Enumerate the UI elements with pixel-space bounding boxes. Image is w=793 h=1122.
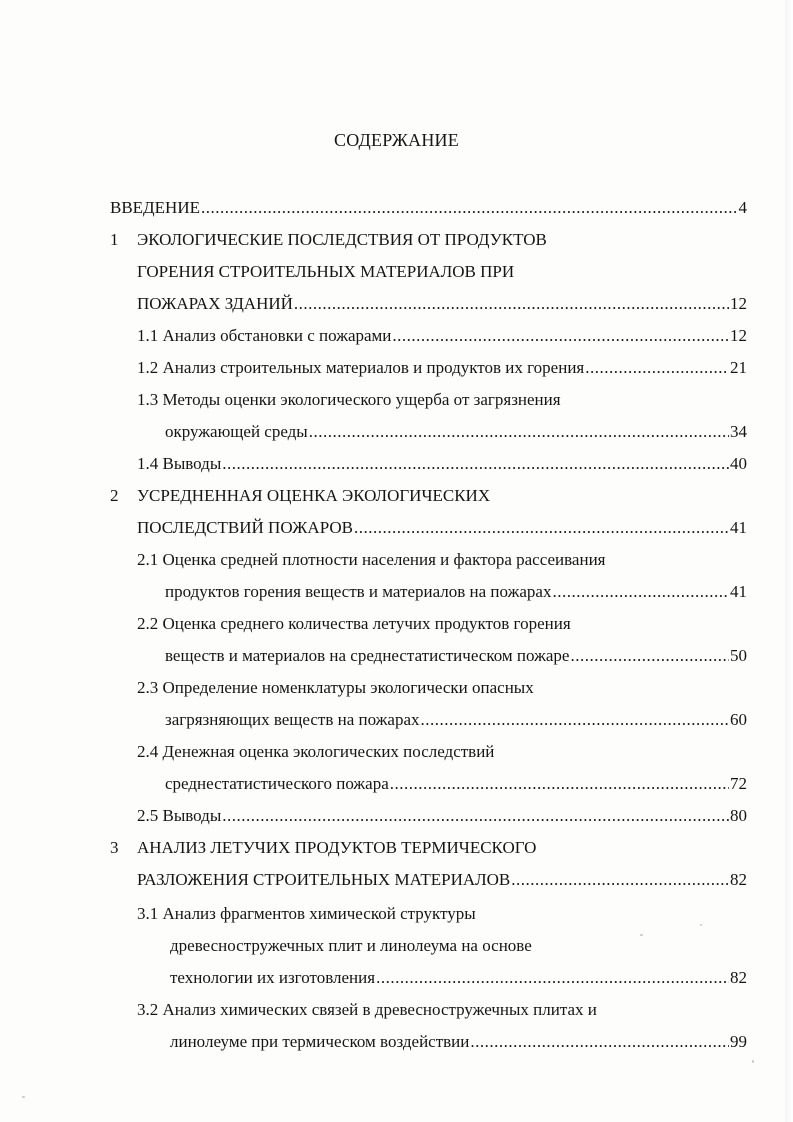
toc-entry-label: 1.1 Анализ обстановки с пожарами	[137, 326, 392, 345]
dot-leader	[470, 1031, 729, 1053]
dot-leader	[201, 197, 738, 219]
toc-entry-label: древесностружечных плит и линолеума на основе	[170, 936, 532, 955]
toc-page-number: 4	[738, 198, 747, 217]
dot-leader	[552, 581, 729, 603]
toc-page-number: 41	[730, 518, 747, 537]
toc-section-2-4	[137, 741, 494, 763]
toc-entry-label: 1.3 Методы оценки экологического ущерба от загрязнения	[137, 390, 561, 409]
toc-chapter-1	[110, 229, 547, 251]
toc-entry-label: АНАЛИЗ ЛЕТУЧИХ ПРОДУКТОВ ТЕРМИЧЕСКОГО	[137, 838, 537, 857]
toc-entry-label: ПОЖАРАХ ЗДАНИЙ	[137, 294, 293, 313]
toc-chapter-3	[110, 837, 536, 859]
dot-leader	[309, 421, 729, 443]
toc-entry-label: ПОСЛЕДСТВИЙ ПОЖАРОВ	[137, 518, 353, 537]
toc-entry-label: 1.2 Анализ строительных материалов и продуктов их горения	[137, 358, 585, 377]
scan-edge	[785, 0, 793, 1122]
toc-entry-label: ВВЕДЕНИЕ	[110, 198, 200, 217]
toc-section-2-3	[137, 677, 534, 699]
scan-speck	[640, 934, 643, 936]
toc-chapter-1-end	[137, 293, 747, 315]
toc-entry-label: 3.1 Анализ фрагментов химической структуры	[137, 904, 476, 923]
toc-section-2-4-end	[165, 773, 747, 795]
dot-leader	[390, 773, 729, 795]
toc-entry-label: загрязняющих веществ на пожарах	[165, 710, 420, 729]
toc-entry-introduction	[110, 197, 747, 219]
toc-section-1-2	[137, 357, 747, 379]
toc-section-3-1-cont	[170, 935, 532, 957]
toc-page-number: 41	[730, 582, 747, 601]
toc-entry-label: продуктов горения веществ и материалов на пожарах	[165, 582, 552, 601]
toc-page-number: 12	[730, 294, 747, 313]
dot-leader	[392, 325, 729, 347]
page-title: СОДЕРЖАНИЕ	[334, 130, 459, 150]
toc-entry-label: 2.2 Оценка среднего количества летучих продуктов горения	[137, 614, 571, 633]
toc-section-2-1-end	[165, 581, 747, 603]
toc-section-2-3-end	[165, 709, 747, 731]
toc-section-2-1	[137, 549, 605, 571]
toc-section-2-2-end	[165, 645, 747, 667]
toc-entry-label: ЭКОЛОГИЧЕСКИЕ ПОСЛЕДСТВИЯ ОТ ПРОДУКТОВ	[137, 230, 547, 249]
toc-chapter-2	[110, 485, 490, 507]
toc-entry-label: среднестатистического пожара	[165, 774, 389, 793]
toc-entry-label: 2.1 Оценка средней плотности населения и фактора рассеивания	[137, 550, 606, 569]
chapter-number: 2	[110, 486, 119, 505]
scan-speck	[22, 1096, 25, 1098]
chapter-number: 3	[110, 838, 119, 857]
toc-section-1-4	[137, 453, 747, 475]
toc-page-number: 99	[730, 1032, 747, 1051]
toc-entry-label: линолеуме при термическом воздействии	[170, 1032, 470, 1051]
toc-section-2-2	[137, 613, 571, 635]
dot-leader	[585, 357, 729, 379]
toc-page-number: 12	[730, 326, 747, 345]
dot-leader	[222, 453, 729, 475]
dot-leader	[511, 869, 729, 891]
toc-chapter-3-end	[137, 869, 747, 891]
toc-page-number: 80	[730, 806, 747, 825]
toc-page-number: 72	[730, 774, 747, 793]
scan-speck	[752, 1060, 754, 1063]
toc-section-3-2	[137, 999, 597, 1021]
toc-section-3-1	[137, 903, 476, 925]
toc-entry-label: 2.5 Выводы	[137, 806, 222, 825]
toc-page-number: 40	[730, 454, 747, 473]
toc-chapter-1-cont	[137, 261, 514, 283]
dot-leader	[354, 517, 729, 539]
toc-section-1-3	[137, 389, 561, 411]
toc-section-3-2-end	[170, 1031, 747, 1053]
toc-page-number: 82	[730, 870, 747, 889]
toc-entry-label: окружающей среды	[165, 422, 308, 441]
toc-section-2-5	[137, 805, 747, 827]
toc-page-number: 21	[730, 358, 747, 377]
toc-section-1-3-end	[165, 421, 747, 443]
toc-page-number: 34	[730, 422, 747, 441]
toc-section-1-1	[137, 325, 747, 347]
toc-entry-label: УСРЕДНЕННАЯ ОЦЕНКА ЭКОЛОГИЧЕСКИХ	[137, 486, 491, 505]
toc-entry-label: технологии их изготовления	[170, 968, 376, 987]
toc-entry-label: РАЗЛОЖЕНИЯ СТРОИТЕЛЬНЫХ МАТЕРИАЛОВ	[137, 870, 511, 889]
toc-entry-label: 2.4 Денежная оценка экологических последствий	[137, 742, 495, 761]
dot-leader	[222, 805, 729, 827]
dot-leader	[376, 967, 729, 989]
toc-entry-label: 2.3 Определение номенклатуры экологически опасных	[137, 678, 534, 697]
dot-leader	[570, 645, 729, 667]
toc-entry-label: веществ и материалов на среднестатистическом пожаре	[165, 646, 570, 665]
chapter-number: 1	[110, 230, 119, 249]
toc-entry-label: 1.4 Выводы	[137, 454, 222, 473]
dot-leader	[421, 709, 729, 731]
toc-chapter-2-end	[137, 517, 747, 539]
toc-section-3-1-end	[170, 967, 747, 989]
toc-page-number: 82	[730, 968, 747, 987]
toc-page-number: 60	[730, 710, 747, 729]
dot-leader	[294, 293, 729, 315]
toc-entry-label: 3.2 Анализ химических связей в древесностружечных плитах и	[137, 1000, 597, 1019]
toc-page-number: 50	[730, 646, 747, 665]
toc-entry-label: ГОРЕНИЯ СТРОИТЕЛЬНЫХ МАТЕРИАЛОВ ПРИ	[137, 262, 515, 281]
scan-speck	[700, 924, 702, 926]
